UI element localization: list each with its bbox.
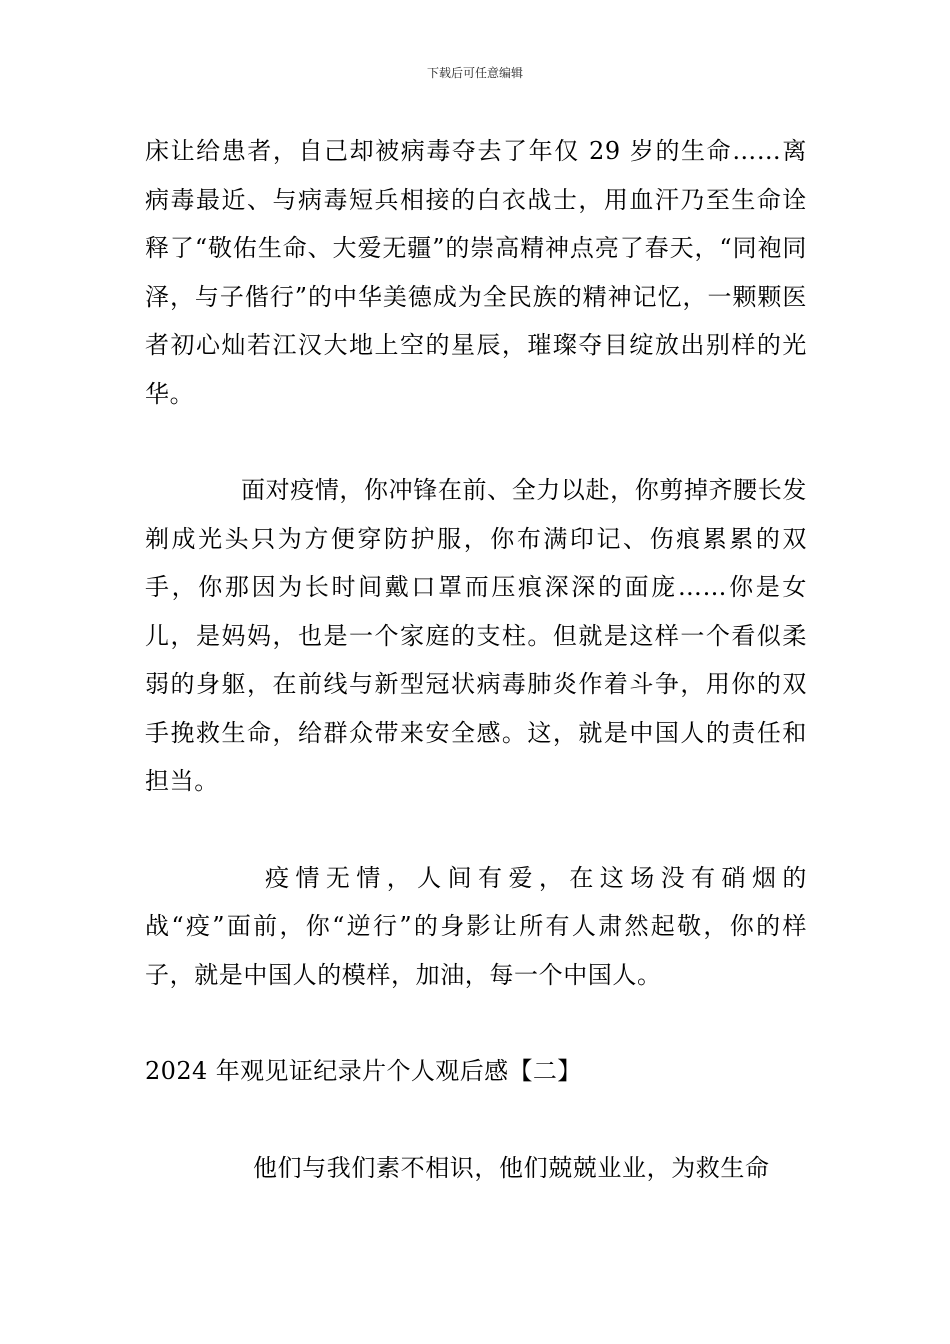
paragraph-2: 面对疫情，你冲锋在前、全力以赴，你剪掉齐腰长发剃成光头只为方便穿防护服，你布满印记、伤痕累累的双手，你那因为长时间戴口罩而压痕深深的面庞……你是女儿，是妈妈，也是一个家庭的支柱。但就是这样一个看似柔弱的身躯，在前线与新型冠状病毒肺炎作着斗争，用你的双手挽救生命，给群众带来安全感。这，就是中国人的责任和担当。 [145,476,807,795]
document-body [145,127,807,1192]
paragraph-3: 疫情无情，人间有爱，在这场没有硝烟的战“疫”面前，你“逆行”的身影让所有人肃然起敬，你的样子，就是中国人的模样，加油，每一个中国人。 [145,863,807,989]
paragraph-1: 床让给患者，自己却被病毒夺去了年仅 29 岁的生命……离病毒最近、与病毒短兵相接的白衣战士，用血汗乃至生命诠释了“敬佑生命、大爱无疆”的崇高精神点亮了春天，“同袍同泽，与子偕行”的中华美德成为全民族的精神记忆，一颗颗医者初心灿若江汉大地上空的星辰，璀璨夺目绽放出别样的光华。 [145,137,807,408]
section-heading: 2024 年观见证纪录片个人观后感【二】 [145,1057,582,1085]
page-header: 下载后可任意编辑 [426,66,523,80]
paragraph-4: 他们与我们素不相识，他们兢兢业业，为救生命 [253,1153,770,1182]
